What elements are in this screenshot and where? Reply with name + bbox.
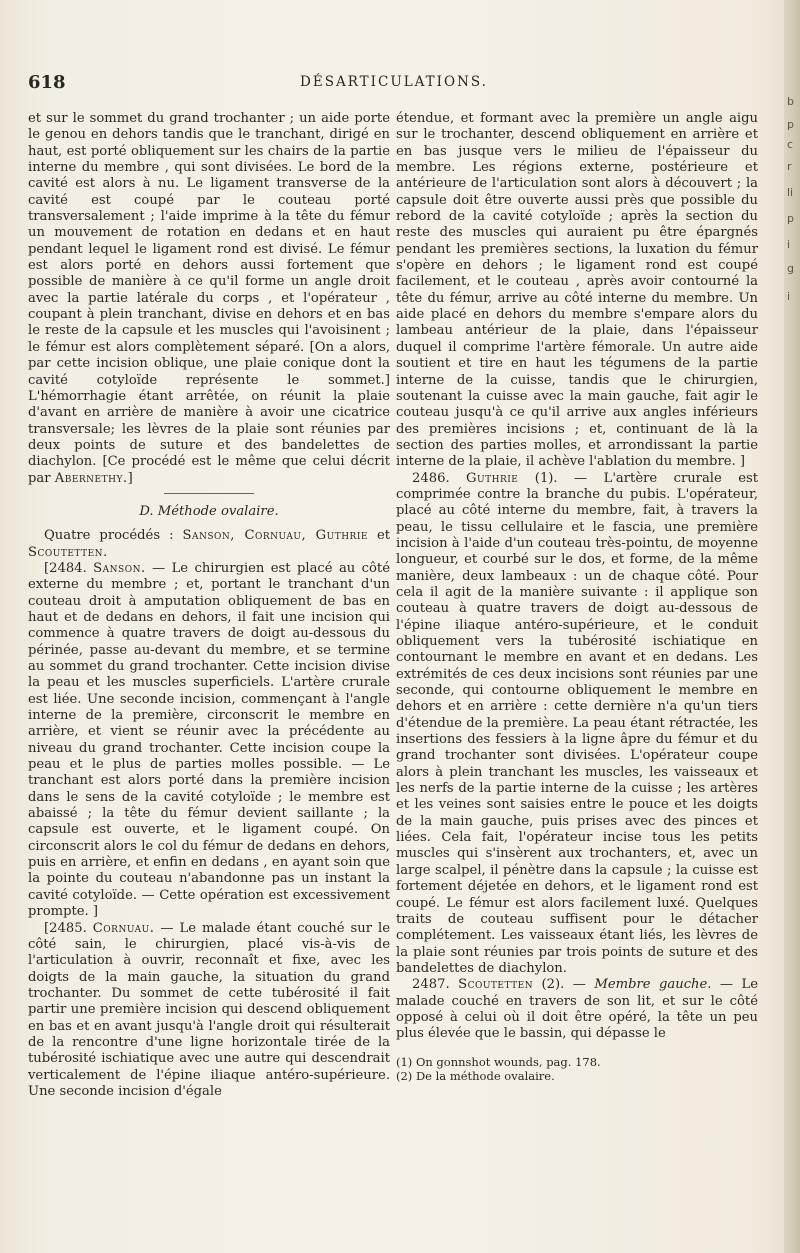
margin-letter: c [787,138,794,151]
paragraph: et sur le sommet du grand trochanter ; un aide porte le genou en dehors tandis que le tranchant, dirigé en haut, est porté obliquement sur les chairs de la partie interne du membre , qui sont divisées. Le bord de la cavité est alors à nu. Le ligament transverse de la cavité est coupé par le couteau porté transversalement ; l'aide imprime à la tête du fémur un mouvement de rotation en dedans et en haut pendant lequel le ligament rond est divisé. Le fémur est alors porté en dehors aussi fortement que possible de manière à ce qu'il forme un angle droit avec la partie latérale du corps , et l'opérateur , coupant à plein tranchant, divise en dehors et en bas le reste de la capsule et les muscles qui l'avoisinent ; le fémur est alors complètement séparé. [On a alors, par cette incision oblique, une plaie conique dont la cavité cotyloïde représente le sommet.] L'hémorrhagie étant arrêtée, on réunit la plaie d'avant en arrière de manière à avoir une cicatrice transversale; les lèvres de la plaie sont réunies par deux points de suture et des bandelettes de diachylon. [Ce procédé est le même que celui décrit par Abernethy.] [28,111,390,486]
margin-letter: i [787,238,791,251]
margin-letter: g [787,262,794,275]
margin-letter: p [787,212,794,225]
left-column [28,111,390,1100]
footnote: (1) On gonnshot wounds, pag. 178. [396,1054,601,1069]
paragraph: 2486. Guthrie (1). — L'artère crurale est comprimée contre la branche du pubis. L'opérateur, placé au côté interne du membre, fait, à travers la peau, le tissu cellulaire et le fascia, une première incision à l'aide d'un couteau très-pointu, de moyenne longueur, et courbé sur le dos, et forme, de la même manière, deux lambeaux : un de chaque côté. Pour cela il agit de la manière suivante : il applique son couteau à quatre travers de doigt au-dessous de l'épine iliaque antéro-supérieure, et le conduit obliquement vers la tubérosité ischiatique en contournant le membre en avant et en dedans. Les extrémités de ces deux incisions sont réunies par une seconde, qui contourne obliquement le membre en dehors et en arrière : cette dernière n'a qu'un tiers d'étendue de la première. La peau étant rétractée, les insertions des fessiers à la ligne âpre du fémur et du grand trochanter sont divisées. L'opérateur coupe alors à plein tranchant les muscles, les vaisseaux et les nerfs de la partie interne de la cuisse ; les artères et les veines sont saisies entre le pouce et les doigts de la main gauche, puis prises avec des pinces et liées. Cela fait, l'opérateur incise tous les petits muscles qui s'insèrent aux trochanters, et, avec un large scalpel, il pénètre dans la capsule ; la cuisse est fortement déjetée en dehors, et le ligament rond est coupé. Le fémur est alors facilement luxé. Quelques traits de couteau suffisent pour le détacher complétement. Les vaisseaux étant liés, les lèvres de la plaie sont réunies par trois points de suture et des bandelettes de diachylon. [396,470,759,976]
section-title: D. Méthode ovalaire. [139,503,279,519]
page-number: 618 [28,72,66,93]
right-column [396,111,758,1083]
margin-letter: i [787,290,791,303]
paragraph: 2487. Scoutetten (2). — Membre gauche. — Le malade couché en travers de son lit, et sur le côté opposé à celui où il doit être opéré, la tête un peu plus élevée que le bassin, qui dépasse le [396,977,758,1042]
margin-letter: p [787,118,794,131]
margin-letter: li [787,186,794,199]
margin-letter: r [787,160,792,173]
paragraph: [2485. Cornuau. — Le malade étant couché sur le côté sain, le chirurgien, placé vis-à-vis de l'articulation à ouvrir, reconnaît et fixe, avec les doigts de la main gauche, la situation du grand trochanter. Du sommet de cette tubérosité il fait partir une première incision qui descend obliquement en bas et en avant jusqu'à l'angle droit qui résulterait de la rencontre d'une ligne horizontale tirée de la tubérosité ischiatique avec une autre qui descendrait verticalement de l'épine iliaque antéro-supérieure. Une seconde incision d'égale [28,920,390,1099]
margin-letter: b [787,95,794,108]
paragraph: étendue, et formant avec la première un angle aigu sur le trochanter, descend obliquement en arrière et en bas jusque vers le milieu de l'épaisseur du membre. Les régions externe, postérieure et antérieure de l'articulation sont alors à découvert ; la capsule doit être ouverte aussi près que possible du rebord de la cavité cotyloïde ; après la section du reste des muscles qui auraient pu être épargnés pendant les premières sections, la luxation du fémur s'opère en dehors ; le ligament rond est coupé facilement, et le couteau , après avoir contourné la tête du fémur, arrive au côté interne du membre. Un aide placé en dehors du membre s'empare alors du lambeau antérieur de la plaie, dans l'épaisseur duquel il comprime l'artère fémorale. Un autre aide soutient et tire en haut les tégumens de la partie interne de la cuisse, tandis que le chirurgien, soutenant la cuisse avec la main gauche, fait agir le couteau jusqu'à ce qu'il arrive aux angles inférieurs des premières incisions ; et, continuant de là la section des parties molles, et arrondissant la partie interne de la plaie, il achève l'ablation du membre. ] [396,111,758,470]
divider [164,493,254,494]
footnote: (2) De la méthode ovalaire. [396,1068,555,1083]
running-title: DÉSARTICULATIONS. [300,74,488,90]
footnotes [396,1055,758,1083]
page-header [28,72,760,96]
paragraph: Quatre procédés : Sanson, Cornuau, Guthrie et Scoutetten. [28,528,391,560]
paragraph: [2484. Sanson. — Le chirurgien est placé au côté externe du membre ; et, portant le tranchant d'un couteau droit à amputation obliquement de bas en haut et de dedans en dehors, il fait une incision qui commence à quatre travers de doigt au-dessous du périnée, passe au-devant du membre, et se termine au sommet du grand trochanter. Cette incision divise la peau et les muscles superficiels. L'artère crurale est liée. Une seconde incision, commençant à l'angle interne de la première, circonscrit le membre en arrière, et vient se réunir avec la précédente au niveau du grand trochanter. Cette incision coupe la peau et le plus de parties molles possible. — Le tranchant est alors porté dans la première incision dans le sens de la cavité cotyloïde ; le membre est abaissé ; la tête du fémur devient saillante ; la capsule est ouverte, et le ligament coupé. On circonscrit alors le col du fémur de dedans en dehors, puis en arrière, et enfin en dedans , en ayant soin que la pointe du couteau n'abandonne pas un instant la cavité cotyloïde. — Cette opération est excessivement prompte. ] [28,560,390,920]
facing-page-edge [784,0,800,1253]
